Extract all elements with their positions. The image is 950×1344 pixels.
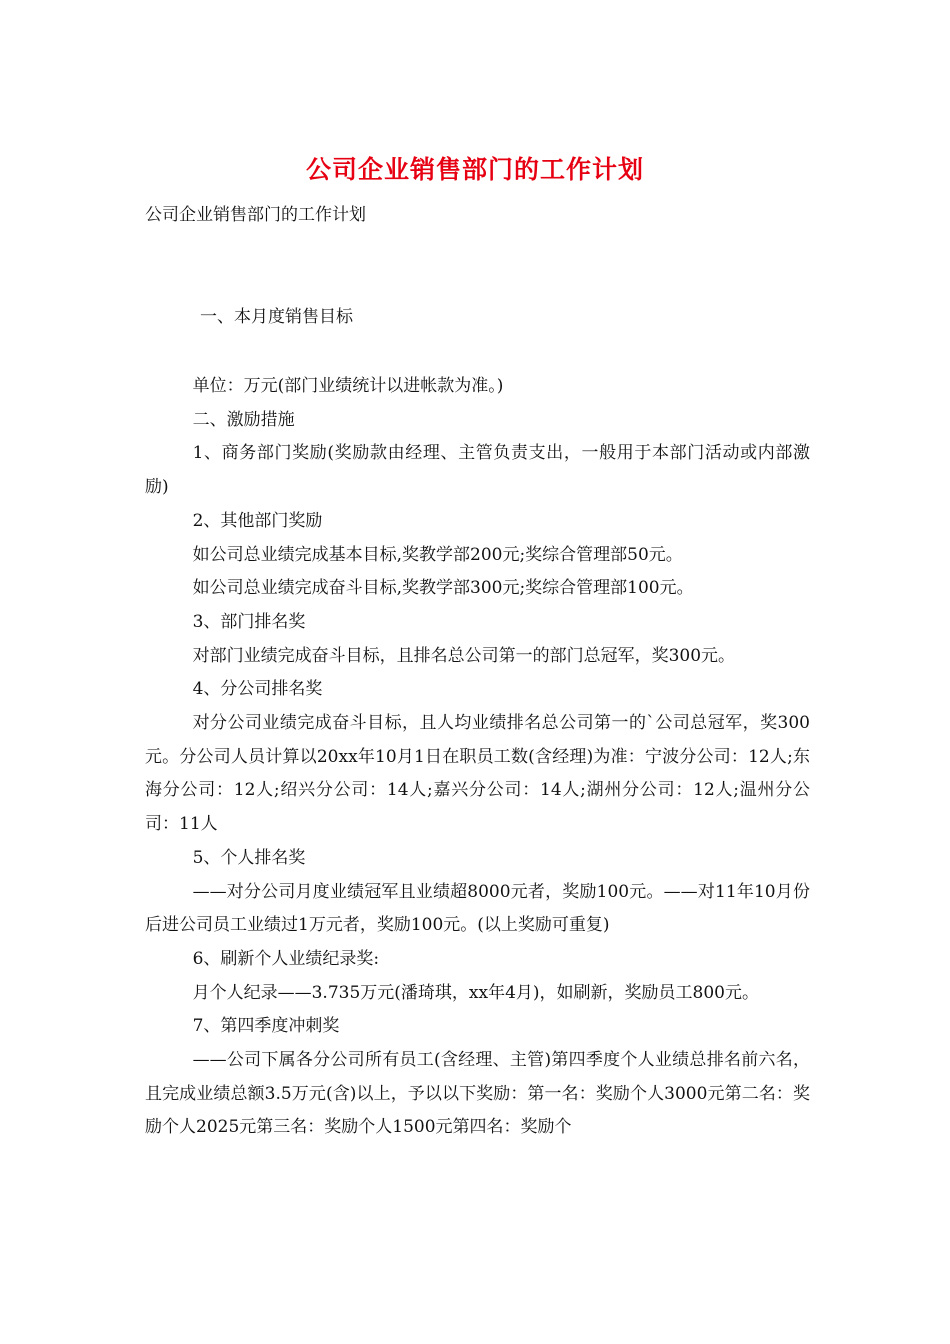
paragraph-business-dept-reward: 1、商务部门奖励(奖励款由经理、主管负责支出，一般用于本部门活动或内部激励) bbox=[145, 443, 810, 498]
heading-dept-ranking: 3、部门排名奖 bbox=[192, 611, 306, 632]
paragraph-stretch-target-reward: 如公司总业绩完成奋斗目标,奖教学部300元;奖综合管理部100元。 bbox=[192, 578, 694, 599]
heading-q4-sprint: 7、第四季度冲刺奖 bbox=[192, 1016, 340, 1037]
document-title: 公司企业销售部门的工作计划 bbox=[305, 155, 644, 184]
paragraph-dept-ranking: 对部门业绩完成奋斗目标，且排名总公司第一的部门总冠军，奖300元。 bbox=[192, 645, 736, 666]
document-subtitle: 公司企业销售部门的工作计划 bbox=[145, 205, 366, 225]
document-body bbox=[145, 370, 810, 1145]
paragraph-record-reward: 月个人纪录——3.735万元(潘琦琪，xx年4月)，如刷新，奖励员工800元。 bbox=[192, 982, 759, 1003]
heading-record-reward: 6、刷新个人业绩纪录奖: bbox=[192, 948, 380, 969]
paragraph-basic-target-reward: 如公司总业绩完成基本目标,奖教学部200元;奖综合管理部50元。 bbox=[192, 544, 683, 565]
paragraph-q4-sprint: ——公司下属各分公司所有员工(含经理、主管)第四季度个人业绩总排名前六名，且完成业绩总额3.5万元(含)以上，予以以下奖励：第一名：奖励个人3000元第二名：奖励个人2025元第三名：奖励个人1500元第四名：奖励个 bbox=[145, 1050, 810, 1138]
paragraph-branch-ranking: 对分公司业绩完成奋斗目标，且人均业绩排名总公司第一的`公司总冠军，奖300元。分公司人员计算以20xx年10月1日在职员工数(含经理)为准：宁波分公司：12人;东海分公司：12人;绍兴分公司：14人;嘉兴分公司：14人;湖州分公司：12人;温州分公司：11人 bbox=[145, 713, 810, 835]
paragraph-personal-ranking: ——对分公司月度业绩冠军且业绩超8000元者，奖励100元。——对11年10月份后进公司员工业绩过1万元者，奖励100元。(以上奖励可重复) bbox=[145, 881, 810, 936]
heading-personal-ranking: 5、个人排名奖 bbox=[192, 847, 306, 868]
paragraph-unit: 单位：万元(部门业绩统计以进帐款为准。) bbox=[192, 376, 504, 396]
section-heading-sales-target: 一、本月度销售目标 bbox=[200, 307, 353, 327]
heading-branch-ranking: 4、分公司排名奖 bbox=[192, 679, 323, 700]
heading-incentives: 二、激励措施 bbox=[192, 409, 295, 430]
heading-other-dept-reward: 2、其他部门奖励 bbox=[192, 510, 323, 531]
